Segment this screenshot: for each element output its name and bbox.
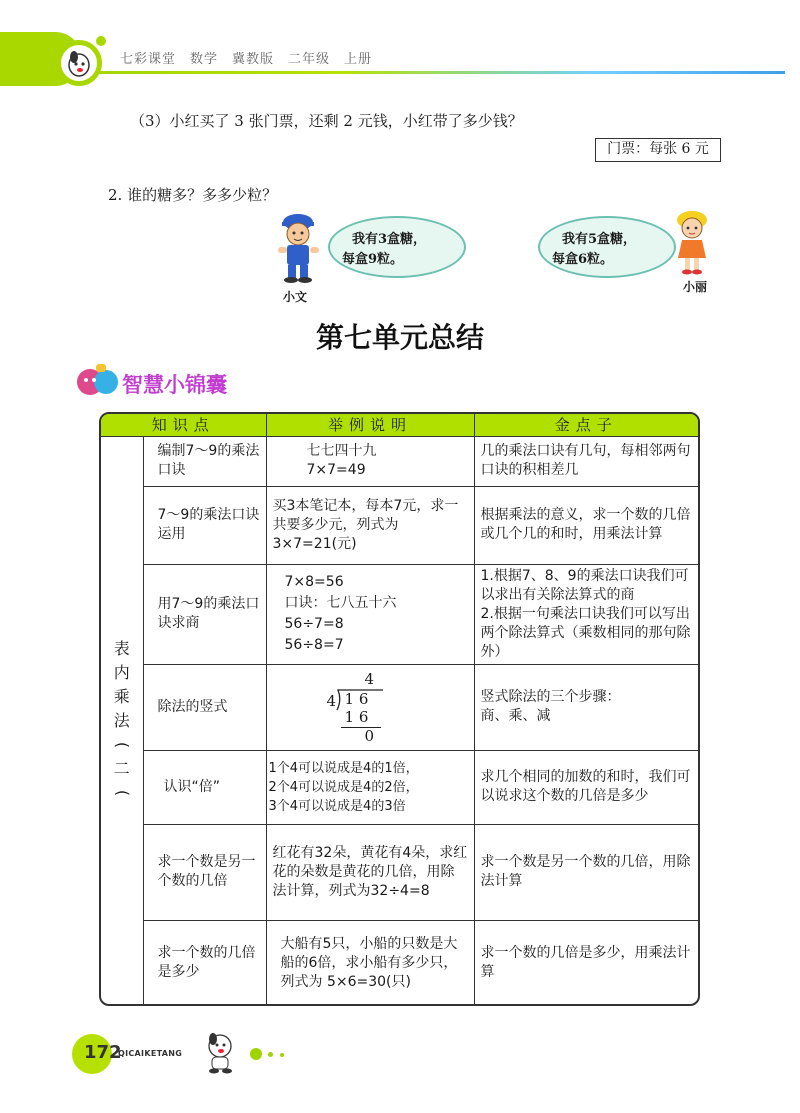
header-mascot-icon: [56, 40, 102, 86]
ticket-price-box: 门票：每张 6 元: [595, 138, 721, 162]
brand-text: QICAIKETANG: [118, 1049, 183, 1058]
tip-cell: 求几个相同的加数的和时，我们可以说求这个数的几倍是多少: [474, 750, 698, 824]
bubble-line: 我有5盒糖，: [562, 232, 637, 247]
name-xiaowen: 小文: [283, 290, 308, 304]
table-row: [101, 920, 698, 1006]
point-cell: 求一个数是另一个数的几倍: [143, 824, 266, 920]
example-cell: [266, 664, 474, 750]
ld-divisor: 4: [326, 692, 337, 710]
ld-quotient: 4: [364, 670, 375, 688]
example-cell: 买3本笔记本，每本7元，求一共要多少元，列式为 3×7=21(元): [266, 486, 474, 564]
example-cell: 红花有32朵，黄花有4朵，求红花的朵数是黄花的几倍，用除法计算，列式为32÷4=8: [266, 824, 474, 920]
example-cell: 1个4可以说成是4的1倍， 2个4可以说成是4的2倍， 3个4可以说成是4的3倍: [266, 750, 474, 824]
point-cell: 7～9的乘法口诀运用: [143, 486, 266, 564]
ld-remainder: 0: [364, 727, 375, 745]
ld-dividend: 1 6: [344, 690, 369, 708]
unit-title: 第七单元总结: [315, 321, 484, 354]
unit-char: (: [112, 741, 132, 749]
table-row: [101, 564, 698, 664]
tips-title: 智慧小锦囊: [122, 373, 227, 397]
table-row: [101, 664, 698, 750]
unit-char: 法: [113, 711, 130, 730]
unit-char: 表: [113, 639, 130, 658]
long-division: [273, 670, 468, 745]
tip-cell: 求一个数是另一个数的几倍，用除法计算: [474, 824, 698, 920]
header-dot-icon: [96, 36, 106, 46]
girl-illustration-icon: [672, 208, 712, 278]
tip-cell: 1.根据7、8、9的乘法口诀我们可以求出有关除法算式的商 2.根据一句乘法口诀我们可以写出两个除法算式（乘数相同的那句除外）: [474, 564, 698, 664]
point-cell: 求一个数的几倍是多少: [143, 920, 266, 1006]
bubble-line: 每盒9粒。: [342, 252, 404, 267]
unit-label-cell: [101, 436, 143, 1006]
footer-dot-icon: [250, 1048, 262, 1060]
point-cell: 除法的竖式: [143, 664, 266, 750]
bubble-line: 每盒6粒。: [552, 252, 614, 267]
point-cell: 认识“倍”: [143, 750, 266, 824]
point-cell: 用7～9的乘法口诀求商: [143, 564, 266, 664]
example-cell: 7×8=56 口诀：七八五十六 56÷7=8 56÷8=7: [266, 564, 474, 664]
unit-char: 二: [113, 759, 130, 778]
header-title: 七彩课堂 数学 冀教版 二年级 上册: [120, 52, 373, 67]
header-tip: 金点子: [474, 414, 698, 436]
example-cell: 大船有5只，小船的只数是大船的6倍，求小船有多少只，列式为 5×6=30(只): [266, 920, 474, 1006]
table-header-row: [101, 414, 698, 436]
footer-mascot-icon: [200, 1030, 240, 1074]
tip-cell: 根据乘法的意义，求一个数的几倍或几个几的和时，用乘法计算: [474, 486, 698, 564]
unit-char: 乘: [113, 687, 130, 706]
speech-bubble-xiaowen: [328, 216, 466, 278]
unit-char: (: [111, 789, 131, 797]
tip-cell: 几的乘法口诀有几句，每相邻两句口诀的积相差几: [474, 436, 698, 486]
tip-cell: 竖式除法的三个步骤： 商、乘、减: [474, 664, 698, 750]
tips-bag-icon: [74, 360, 120, 398]
table-row: [101, 824, 698, 920]
speech-bubble-xiaoli: [538, 216, 676, 278]
name-xiaoli: 小丽: [683, 280, 708, 294]
ld-line: [341, 727, 381, 728]
unit-char: 内: [113, 663, 130, 682]
footer-dot-icon: [268, 1052, 273, 1057]
header-example: 举例说明: [266, 414, 474, 436]
table-row: [101, 486, 698, 564]
footer-dot-icon: [280, 1053, 284, 1057]
table-row: [101, 750, 698, 824]
table-row: [101, 436, 698, 486]
question-2: 2. 谁的糖多？多多少粒？: [108, 186, 278, 204]
summary-table: [99, 412, 700, 1006]
question-3: （3）小红买了 3 张门票，还剩 2 元钱，小红带了多少钱？: [130, 112, 523, 130]
point-cell: 编制7～9的乘法口诀: [143, 436, 266, 486]
boy-illustration-icon: [274, 210, 324, 284]
page-number: 172: [84, 1042, 122, 1063]
ld-product: 1 6: [344, 708, 369, 726]
header-knowledge: 知识点: [101, 414, 266, 436]
tip-cell: 求一个数的几倍是多少，用乘法计算: [480, 945, 691, 981]
bubble-line: 我有3盒糖，: [352, 232, 427, 247]
example-cell: 七七四十九 7×7=49: [266, 436, 474, 486]
